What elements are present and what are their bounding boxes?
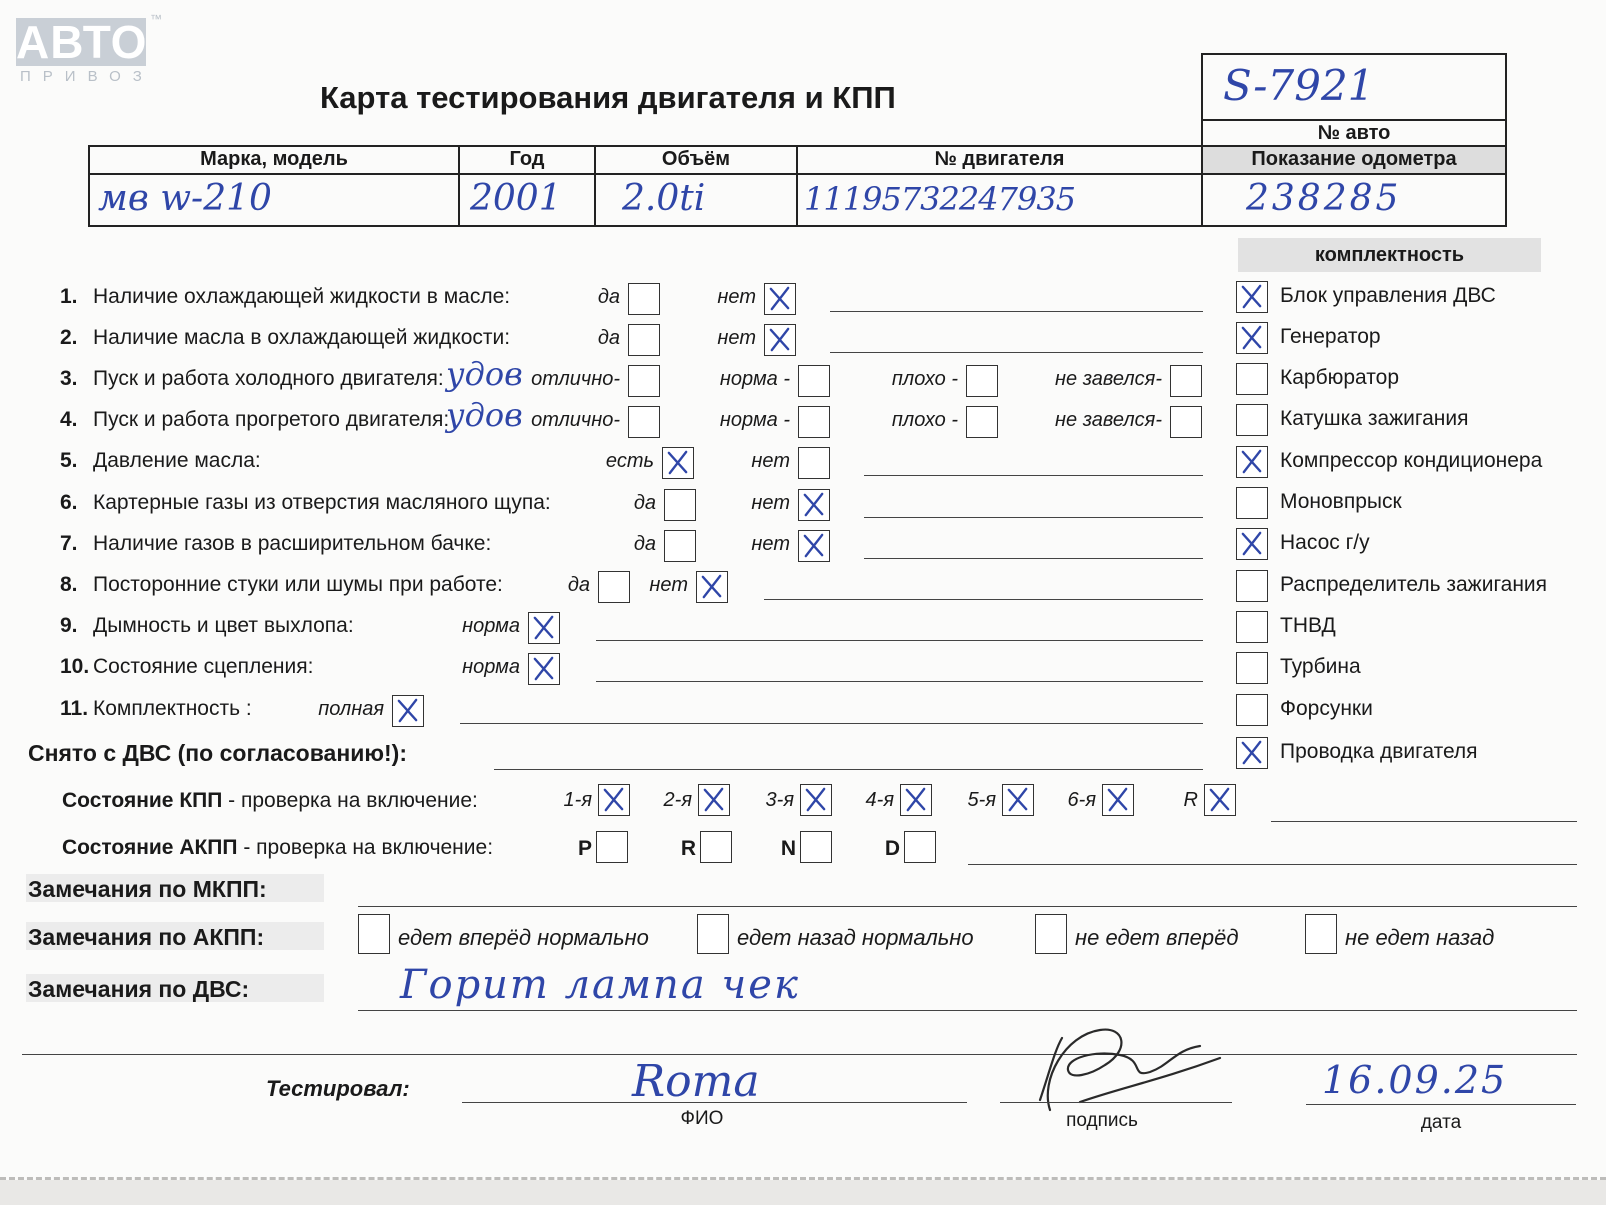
question-option-label: плохо - xyxy=(891,368,958,390)
check-mark-icon xyxy=(529,613,558,642)
completeness-checkbox-1[interactable] xyxy=(1236,322,1268,354)
check-mark-icon xyxy=(1205,785,1234,814)
remarks-dvs-value: Горит лампа чек xyxy=(400,962,800,1008)
logo-main: АВТО xyxy=(16,16,148,68)
completeness-item-label: Насос г/у xyxy=(1280,531,1370,554)
question-10-comment-line[interactable] xyxy=(596,681,1203,682)
akpp-mode-checkbox-0[interactable] xyxy=(596,831,628,863)
remarks-mkpp-label: Замечания по МКПП: xyxy=(28,876,267,902)
question-text: Пуск и работа прогретого двигателя: xyxy=(93,408,450,431)
completeness-item-label: Распределитель зажигания xyxy=(1280,573,1548,596)
completeness-item-label: Форсунки xyxy=(1280,697,1373,720)
avtoprivoz-logo xyxy=(16,12,162,85)
check-mark-icon xyxy=(1237,447,1266,476)
check-mark-icon xyxy=(1237,282,1266,311)
kpp-gear-checkbox-0[interactable] xyxy=(598,784,630,816)
akpp-line[interactable] xyxy=(968,864,1577,865)
completeness-item-label: Блок управления ДВС xyxy=(1280,284,1496,307)
remarks-extra-line[interactable] xyxy=(22,1054,1577,1055)
question-6-option-0-checkbox[interactable] xyxy=(664,489,696,521)
question-number: 2. xyxy=(60,326,78,349)
akpp-remark-label: не едет вперёд xyxy=(1075,925,1239,950)
question-8-option-0-checkbox[interactable] xyxy=(598,571,630,603)
question-8-comment-line[interactable] xyxy=(764,599,1203,600)
check-mark-icon xyxy=(529,654,558,683)
akpp-remark-label: едет вперёд нормально xyxy=(398,925,649,950)
question-option-label: не завелся- xyxy=(1055,409,1162,431)
check-mark-icon xyxy=(801,785,830,814)
header-col-odometer: Показание одометра xyxy=(1251,148,1457,170)
name-caption: ФИО xyxy=(680,1108,724,1129)
logo-tm: ™ xyxy=(150,12,162,26)
check-mark-icon xyxy=(699,785,728,814)
completeness-checkbox-0[interactable] xyxy=(1236,281,1268,313)
question-option-label: норма - xyxy=(719,368,790,390)
car-number-value: S-7921 xyxy=(1223,61,1375,110)
remarks-mkpp-line[interactable] xyxy=(358,906,1577,907)
kpp-gear-checkbox-4[interactable] xyxy=(1002,784,1034,816)
question-1-comment-line[interactable] xyxy=(830,311,1203,312)
completeness-item-label: Генератор xyxy=(1280,325,1381,348)
completeness-item-label: Турбина xyxy=(1280,655,1361,678)
question-option-label: да xyxy=(597,286,620,308)
question-3-option-0-checkbox[interactable] xyxy=(628,365,660,397)
question-11-option-0-checkbox[interactable] xyxy=(392,695,424,727)
completeness-checkbox-9[interactable] xyxy=(1236,652,1268,684)
check-mark-icon xyxy=(765,325,794,354)
question-9-option-0-checkbox[interactable] xyxy=(528,612,560,644)
model-value: мв w-210 xyxy=(98,178,272,219)
removed-line[interactable] xyxy=(494,769,1203,770)
signature-line[interactable] xyxy=(1000,1102,1232,1103)
kpp-gear-label: 5-я xyxy=(967,789,996,811)
completeness-title: комплектность xyxy=(1238,238,1541,272)
date-line[interactable] xyxy=(1306,1104,1576,1105)
volume-value: 2.0ti xyxy=(622,178,706,219)
question-text: Дымность и цвет выхлопа: xyxy=(93,614,354,637)
question-11-comment-line[interactable] xyxy=(460,723,1203,724)
check-mark-icon xyxy=(799,490,828,519)
question-4-option-2-checkbox[interactable] xyxy=(966,406,998,438)
akpp-label: Состояние АКПП - проверка на включение: xyxy=(62,836,494,859)
date-caption: дата xyxy=(1420,1112,1462,1133)
question-option-label: да xyxy=(633,533,656,555)
name-line[interactable] xyxy=(462,1102,967,1103)
question-1-option-1-checkbox[interactable] xyxy=(764,283,796,315)
question-text: Наличие масла в охлаждающей жидкости: xyxy=(93,326,511,349)
check-mark-icon xyxy=(393,696,422,725)
check-mark-icon xyxy=(1237,323,1266,352)
question-text: Посторонние стуки или шумы при работе: xyxy=(93,573,503,596)
tester-name-value: Roma xyxy=(632,1056,760,1107)
completeness-checkbox-8[interactable] xyxy=(1236,611,1268,643)
question-7-option-0-checkbox[interactable] xyxy=(664,530,696,562)
tested-label: Тестировал: xyxy=(266,1076,410,1101)
question-10-option-0-checkbox[interactable] xyxy=(528,653,560,685)
question-text: Наличие охлаждающей жидкости в масле: xyxy=(93,285,511,308)
header-col-engine-number: № двигателя xyxy=(934,148,1065,170)
engine-number-value: 11195732247935 xyxy=(804,180,1076,218)
question-option-label: отлично- xyxy=(531,368,620,390)
akpp-remark-label: едет назад нормально xyxy=(737,925,974,950)
akpp-remark-checkbox-0[interactable] xyxy=(358,914,390,954)
question-text: Пуск и работа холодного двигателя: xyxy=(93,367,444,390)
question-option-label: плохо - xyxy=(891,409,958,431)
akpp-remark-checkbox-2[interactable] xyxy=(1035,914,1067,954)
question-7-comment-line[interactable] xyxy=(864,558,1203,559)
question-5-comment-line[interactable] xyxy=(864,475,1203,476)
completeness-item-label: Моновпрыск xyxy=(1280,490,1402,513)
question-option-label: нет xyxy=(751,533,790,555)
kpp-gear-checkbox-2[interactable] xyxy=(800,784,832,816)
completeness-checkbox-4[interactable] xyxy=(1236,446,1268,478)
question-number: 3. xyxy=(60,367,78,390)
page-title: Карта тестирования двигателя и КПП xyxy=(320,80,896,115)
check-mark-icon xyxy=(599,785,628,814)
question-number: 10. xyxy=(60,655,90,678)
akpp-mode-label: N xyxy=(780,837,796,860)
question-4-option-1-checkbox[interactable] xyxy=(798,406,830,438)
akpp-remark-checkbox-3[interactable] xyxy=(1305,914,1337,954)
question-option-label: нет xyxy=(751,450,790,472)
question-text: Наличие газов в расширительном бачке: xyxy=(93,532,492,555)
remarks-dvs-label: Замечания по ДВС: xyxy=(28,976,250,1002)
question-number: 6. xyxy=(60,491,78,514)
check-mark-icon xyxy=(901,785,930,814)
question-number: 9. xyxy=(60,614,78,637)
question-number: 7. xyxy=(60,532,78,555)
signature-mark xyxy=(1010,1010,1240,1120)
kpp-gear-checkbox-5[interactable] xyxy=(1102,784,1134,816)
question-text: Картерные газы из отверстия масляного щупа: xyxy=(93,491,551,514)
question-option-label: есть xyxy=(605,450,654,472)
question-6-option-1-checkbox[interactable] xyxy=(798,489,830,521)
question-option-label: да xyxy=(633,492,656,514)
check-mark-icon xyxy=(663,448,692,477)
kpp-gear-checkbox-1[interactable] xyxy=(698,784,730,816)
question-6-comment-line[interactable] xyxy=(864,517,1203,518)
question-3-option-1-checkbox[interactable] xyxy=(798,365,830,397)
check-mark-icon xyxy=(1103,785,1132,814)
akpp-mode-checkbox-3[interactable] xyxy=(904,831,936,863)
question-number: 8. xyxy=(60,573,78,596)
question-option-label: полная xyxy=(318,698,384,720)
signature-caption: подпись xyxy=(1066,1110,1138,1131)
completeness-item-label: Компрессор кондиционера xyxy=(1280,449,1543,472)
completeness-checkbox-5[interactable] xyxy=(1236,487,1268,519)
logo-sub: ПРИВОЗ xyxy=(20,68,154,85)
question-handwritten-note: удов xyxy=(446,355,523,393)
remarks-dvs-line[interactable] xyxy=(358,1010,1577,1011)
question-number: 1. xyxy=(60,285,78,308)
completeness-checkbox-11[interactable] xyxy=(1236,737,1268,769)
akpp-mode-label: P xyxy=(577,837,592,860)
question-number: 5. xyxy=(60,449,78,472)
completeness-item-label: ТНВД xyxy=(1280,614,1336,637)
header-col-volume: Объём xyxy=(661,148,731,170)
question-9-comment-line[interactable] xyxy=(596,640,1203,641)
completeness-checkbox-2[interactable] xyxy=(1236,363,1268,395)
completeness-checkbox-6[interactable] xyxy=(1236,528,1268,560)
question-3-option-3-checkbox[interactable] xyxy=(1170,365,1202,397)
car-number-label: № авто xyxy=(1201,119,1507,145)
check-mark-icon xyxy=(1237,738,1266,767)
kpp-gear-label: 3-я xyxy=(765,789,794,811)
question-number: 11. xyxy=(60,697,89,720)
question-8-option-1-checkbox[interactable] xyxy=(696,571,728,603)
question-7-option-1-checkbox[interactable] xyxy=(798,530,830,562)
check-mark-icon xyxy=(1003,785,1032,814)
akpp-mode-label: D xyxy=(884,837,900,860)
kpp-gear-label: 6-я xyxy=(1067,789,1096,811)
question-handwritten-note: удов xyxy=(446,396,523,434)
question-text: Давление масла: xyxy=(93,449,261,472)
completeness-checkbox-10[interactable] xyxy=(1236,694,1268,726)
kpp-gear-checkbox-6[interactable] xyxy=(1204,784,1236,816)
kpp-gear-label: R xyxy=(1183,789,1198,811)
removed-label: Снято с ДВС (по согласованию!): xyxy=(28,740,407,766)
header-col-model: Марка, модель xyxy=(200,148,348,170)
question-5-option-0-checkbox[interactable] xyxy=(662,447,694,479)
header-col-year: Год xyxy=(509,148,545,170)
check-mark-icon xyxy=(1237,529,1266,558)
question-option-label: нет xyxy=(717,286,756,308)
kpp-line[interactable] xyxy=(1271,821,1577,822)
question-option-label: нет xyxy=(751,492,790,514)
akpp-remark-label: не едет назад xyxy=(1345,925,1495,950)
completeness-item-label: Проводка двигателя xyxy=(1280,740,1478,763)
question-5-option-1-checkbox[interactable] xyxy=(798,447,830,479)
question-option-label: норма xyxy=(462,656,520,678)
date-value: 16.09.25 xyxy=(1322,1058,1508,1102)
akpp-mode-label: R xyxy=(680,837,696,860)
question-2-comment-line[interactable] xyxy=(830,352,1203,353)
year-value: 2001 xyxy=(470,178,562,219)
odometer-value: 238285 xyxy=(1246,178,1402,219)
kpp-gear-checkbox-3[interactable] xyxy=(900,784,932,816)
remarks-akpp-label: Замечания по АКПП: xyxy=(28,924,265,950)
question-option-label: нет xyxy=(649,574,688,596)
question-option-label: норма - xyxy=(719,409,790,431)
question-3-option-2-checkbox[interactable] xyxy=(966,365,998,397)
kpp-gear-label: 2-я xyxy=(663,789,692,811)
car-number-box xyxy=(1201,53,1507,119)
question-option-label: не завелся- xyxy=(1055,368,1162,390)
question-option-label: да xyxy=(567,574,590,596)
question-1-option-0-checkbox[interactable] xyxy=(628,283,660,315)
question-text: Состояние сцепления: xyxy=(93,655,314,678)
completeness-item-label: Катушка зажигания xyxy=(1280,407,1469,430)
question-option-label: нет xyxy=(717,327,756,349)
kpp-label: Состояние КПП - проверка на включение: xyxy=(62,789,478,812)
akpp-remark-checkbox-1[interactable] xyxy=(697,914,729,954)
question-2-option-0-checkbox[interactable] xyxy=(628,324,660,356)
completeness-checkbox-3[interactable] xyxy=(1236,404,1268,436)
question-2-option-1-checkbox[interactable] xyxy=(764,324,796,356)
check-mark-icon xyxy=(799,531,828,560)
akpp-mode-checkbox-2[interactable] xyxy=(800,831,832,863)
question-4-option-3-checkbox[interactable] xyxy=(1170,406,1202,438)
kpp-gear-label: 1-я xyxy=(563,789,592,811)
question-option-label: да xyxy=(597,327,620,349)
question-number: 4. xyxy=(60,408,78,431)
question-text: Комплектность : xyxy=(93,697,252,720)
question-option-label: норма xyxy=(462,615,520,637)
completeness-checkbox-7[interactable] xyxy=(1236,570,1268,602)
completeness-item-label: Карбюратор xyxy=(1280,366,1400,389)
kpp-gear-label: 4-я xyxy=(865,789,894,811)
akpp-mode-checkbox-1[interactable] xyxy=(700,831,732,863)
question-4-option-0-checkbox[interactable] xyxy=(628,406,660,438)
check-mark-icon xyxy=(697,572,726,601)
question-option-label: отлично- xyxy=(531,409,620,431)
check-mark-icon xyxy=(765,284,794,313)
